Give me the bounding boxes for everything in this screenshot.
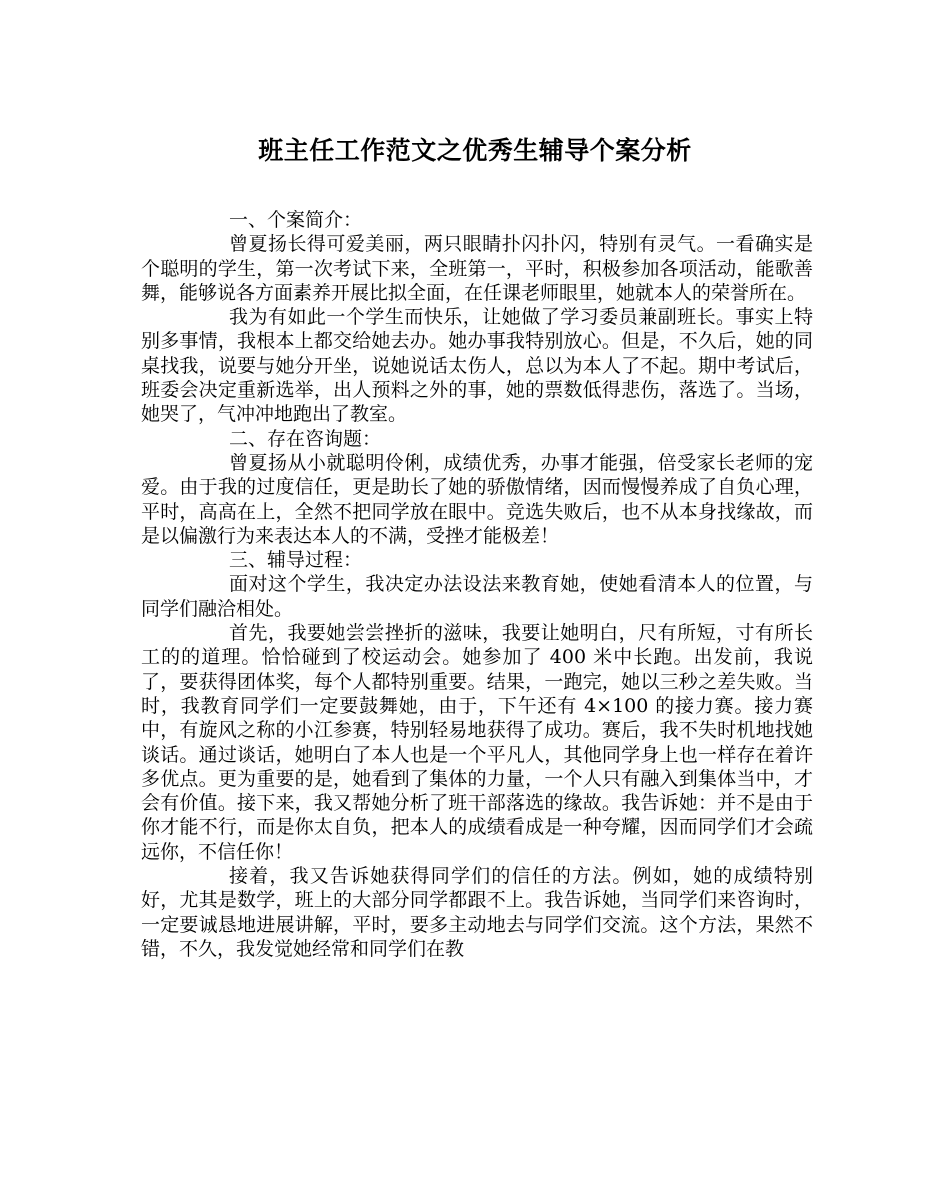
paragraph: 面对这个学生，我决定办法设法来教育她，使她看清本人的位置，与同学们融洽相处。 <box>141 573 813 620</box>
document-body <box>141 208 813 961</box>
section-heading-case-intro: 一、个案简介： <box>229 209 363 231</box>
paragraph: 曾夏扬长得可爱美丽，两只眼睛扑闪扑闪，特别有灵气。一看确实是个聪明的学生，第一次考试下来，全班第一，平时，积极参加各项活动，能歌善舞，能够说各方面素养开展比拟全面，在任课老师眼里，她就本人的荣誉所在。 <box>141 233 813 304</box>
paragraph: 我为有如此一个学生而快乐，让她做了学习委员兼副班长。事实上特别多事情，我根本上都交给她去办。她办事我特别放心。但是，不久后，她的同桌找我，说要与她分开坐，说她说话太伤人，总以为本人了不起。期中考试后，班委会决定重新选举，出人预料之外的事，她的票数低得悲伤，落选了。当场，她哭了，气冲冲地跑出了教室。 <box>141 306 813 426</box>
section-heading-problems: 二、存在咨询题： <box>229 427 382 450</box>
section-heading-process: 三、辅导过程： <box>229 549 363 572</box>
paragraph: 首先，我要她尝尝挫折的滋味，我要让她明白，尺有所短，寸有所长工的的道理。恰恰碰到了校运动会。她参加了 400 米中长跑。出发前，我说了，要获得团体奖，每个人都特别重要。结果，一跑完，她以三秒之差失败。当时，我教育同学们一定要鼓舞她，由于，下午还有 4×100 的接力赛。接力赛中，有旋风之称的小江参赛，特别轻易地获得了成功。赛后，我不失时机地找她谈话。通过谈话，她明白了本人也是一个平凡人，其他同学身上也一样存在着许多优点。更为重要的是，她看到了集体的力量，一个人只有融入到集体当中，才会有价值。接下来，我又帮她分析了班干部落选的缘故。我告诉她：并不是由于你才能不行，而是你太自负，把本人的成绩看成是一种夸耀，因而同学们才会疏远你，不信任你！ <box>141 622 813 863</box>
document-title: 班主任工作范文之优秀生辅导个案分析 <box>258 136 692 165</box>
paragraph: 曾夏扬从小就聪明伶俐，成绩优秀，办事才能强，倍受家长老师的宠爱。由于我的过度信任，更是助长了她的骄傲情绪，因而慢慢养成了自负心理，平时，高高在上，全然不把同学放在眼中。竞选失败后，也不从本身找缘故，而是以偏激行为来表达本人的不满，受挫才能极差！ <box>141 451 813 547</box>
paragraph: 接着，我又告诉她获得同学们的信任的方法。例如，她的成绩特别好，尤其是数学，班上的大部分同学都跟不上。我告诉她，当同学们来咨询时，一定要诚恳地进展讲解，平时，要多主动地去与同学们交流。这个方法，果然不错，不久，我发觉她经常和同学们在教 <box>141 865 813 960</box>
